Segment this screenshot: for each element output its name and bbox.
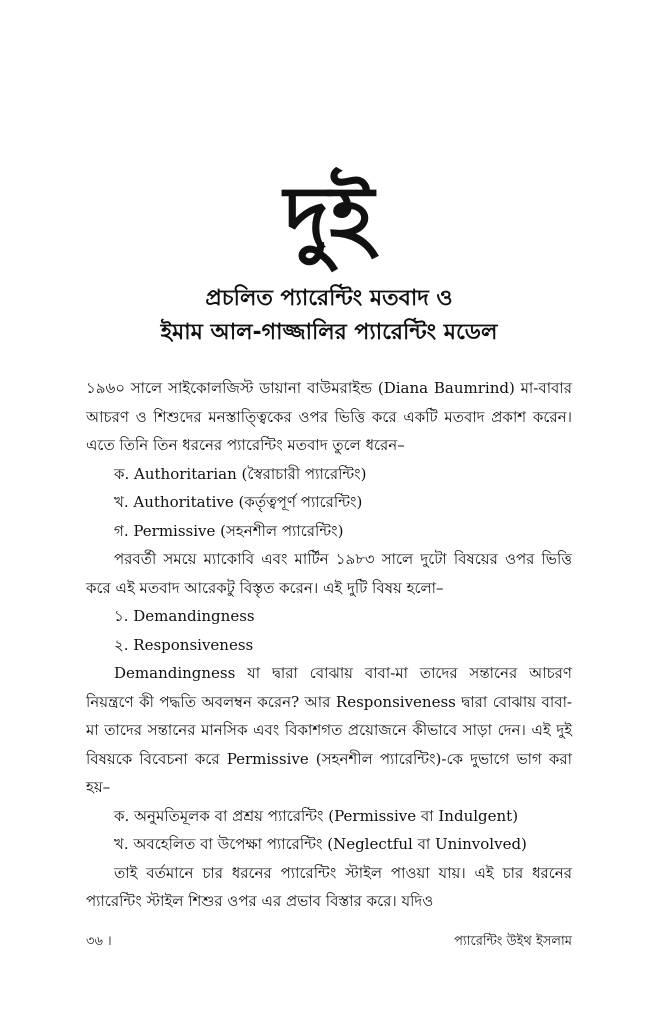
chapter-title-line-2: ইমাম আল-গাজ্জালির প্যারেন্টিং মডেল (160, 320, 498, 345)
paragraph-intro: ১৯৬০ সালে সাইকোলজিস্ট ডায়ানা বাউমরাইন্ড (Diana Baumrind) মা-বাবার আচরণ ও শিশুদের মনস্তাত্ত্বিকের ওপর ভিত্তি করে একটি মতবাদ প্রকাশ করেন। এতে তিনি তিন ধরনের প্যারেন্টিং মতবাদ তুলে ধরেন– (86, 379, 572, 454)
list-item-responsiveness: ২. Responsiveness (114, 635, 254, 654)
list-item-neglectful: খ. অবহেলিত বা উপেক্ষা প্যারেন্টিং (Neglectful বা Uninvolved) (114, 835, 527, 853)
page-number: ৩৬ । (86, 934, 112, 949)
chapter-number: দুই (284, 168, 374, 268)
paragraph-definitions: Demandingness যা দ্বারা বোঝায় বাবা-মা তাদের সন্তানের আচরণ নিয়ন্ত্রণে কী পদ্ধতি অবলম্বন করেন? আর Responsiveness দ্বারা বোঝায় বাবা-মা তাদের সন্তানের মানসিক এবং বিকাশগত প্রয়োজনে কীভাবে সাড়া দেন। এই দুই বিষয়কে বিবেচনা করে Permissive (সহনশীল প্যারেন্টিং)-কে দুভাগে ভাগ করা হয়– (86, 664, 572, 796)
chapter-title (0, 282, 658, 350)
paragraph-four-styles: তাই বর্তমানে চার ধরনের প্যারেন্টিং স্টাইল পাওয়া যায়। এই চার ধরনের প্যারেন্টিং স্টাইল শিশুর ওপর এর প্রভাব বিস্তার করে। যদিও (86, 863, 572, 910)
paragraph-maccoby-martin: পরবর্তী সময়ে ম্যাকোবি এবং মার্টিন ১৯৮৩ সালে দুটো বিষয়ের ওপর ভিত্তি করে এই মতবাদ আরেকটু বিস্তৃত করেন। এই দুটি বিষয় হলো– (86, 550, 572, 597)
running-title: প্যারেন্টিং উইথ ইসলাম (454, 934, 572, 949)
chapter-title-line-1: প্রচলিত প্যারেন্টিং মতবাদ ও (205, 286, 453, 311)
list-item-authoritarian: ক. Authoritarian (স্বৈরাচারী প্যারেন্টিং) (114, 464, 367, 483)
body-text (86, 374, 572, 916)
list-item-demandingness: ১. Demandingness (114, 607, 255, 625)
list-item-indulgent: ক. অনুমতিমূলক বা প্রশ্রয় প্যারেন্টিং (Permissive বা Indulgent) (114, 806, 519, 825)
list-item-authoritative: খ. Authoritative (কর্তৃত্বপূর্ণ প্যারেন্টিং) (114, 493, 363, 511)
list-item-permissive: গ. Permissive (সহনশীল প্যারেন্টিং) (114, 521, 344, 540)
